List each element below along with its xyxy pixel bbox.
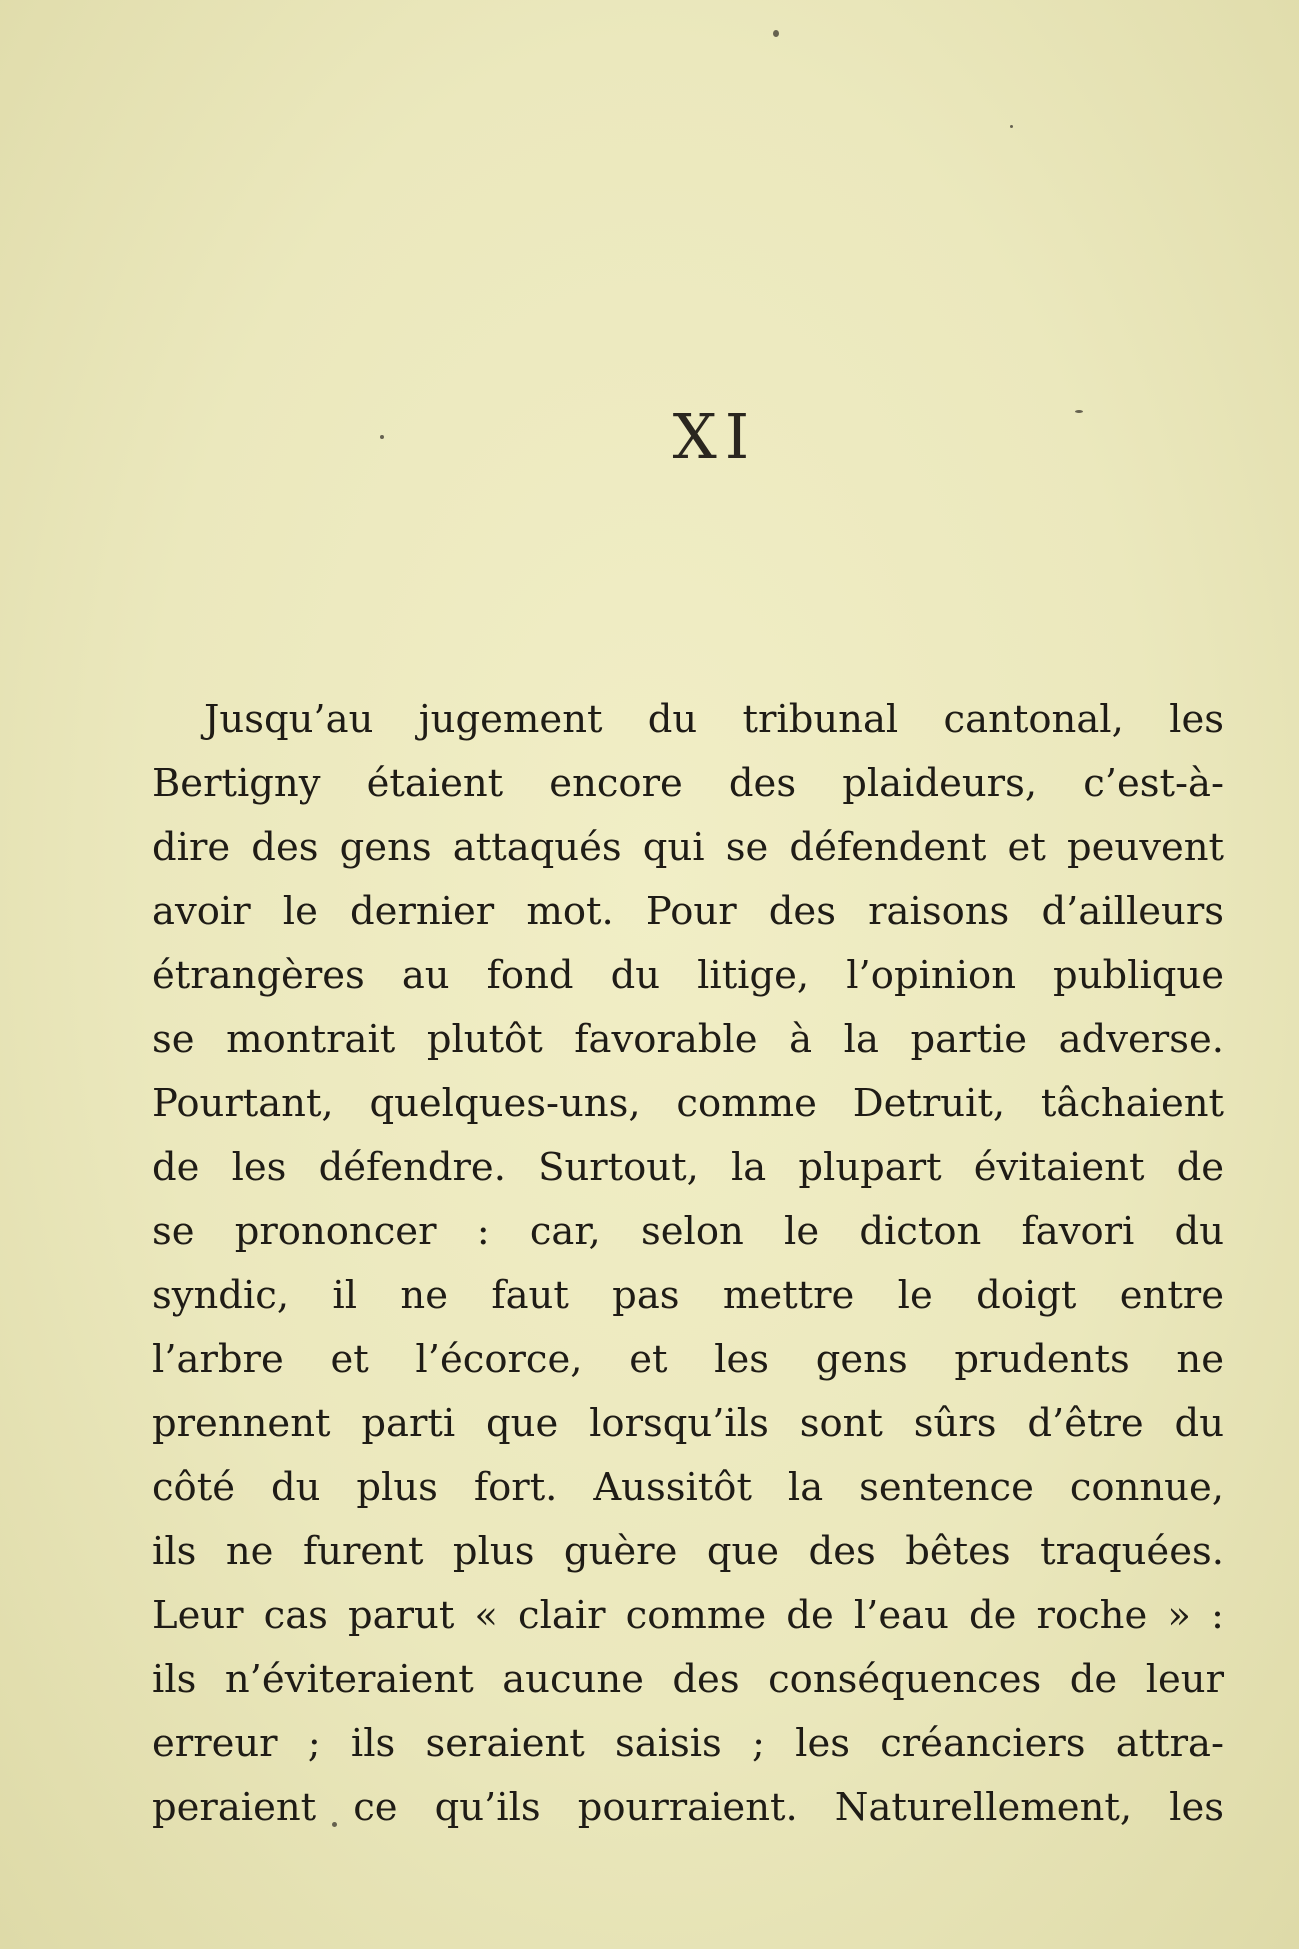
text-line: Leur cas parut « clair comme de l’eau de roche » : bbox=[152, 1593, 1224, 1638]
ink-speck bbox=[1010, 125, 1013, 128]
ink-speck bbox=[773, 30, 779, 37]
body-text bbox=[152, 688, 1224, 1840]
text-line: ils n’éviteraient aucune des conséquences de leur bbox=[152, 1657, 1224, 1702]
text-line: prennent parti que lorsqu’ils sont sûrs d’être du bbox=[152, 1401, 1224, 1446]
text-line: côté du plus fort. Aussitôt la sentence connue, bbox=[152, 1465, 1224, 1510]
text-line: dire des gens attaqués qui se défendent et peuvent bbox=[152, 825, 1224, 870]
text-line: Pourtant, quelques-uns, comme Detruit, tâchaient bbox=[152, 1081, 1224, 1126]
text-line: Bertigny étaient encore des plaideurs, c’est-à- bbox=[152, 761, 1224, 806]
text-line: se prononcer : car, selon le dicton favori du bbox=[152, 1209, 1224, 1254]
text-line: peraient ce qu’ils pourraient. Naturellement, les bbox=[152, 1785, 1224, 1830]
text-line: de les défendre. Surtout, la plupart évitaient de bbox=[152, 1145, 1224, 1190]
text-line: ils ne furent plus guère que des bêtes traquées. bbox=[152, 1529, 1224, 1574]
text-line: syndic, il ne faut pas mettre le doigt entre bbox=[152, 1273, 1224, 1318]
chapter-number: XI bbox=[672, 400, 758, 473]
text-line: se montrait plutôt favorable à la partie adverse. bbox=[152, 1017, 1224, 1062]
text-line: erreur ; ils seraient saisis ; les créanciers attra- bbox=[152, 1721, 1224, 1766]
text-line: l’arbre et l’écorce, et les gens prudents ne bbox=[152, 1337, 1224, 1382]
text-line: Jusqu’au jugement du tribunal cantonal, les bbox=[204, 697, 1224, 742]
text-line: étrangères au fond du litige, l’opinion publique bbox=[152, 953, 1224, 998]
text-line: avoir le dernier mot. Pour des raisons d’ailleurs bbox=[152, 889, 1224, 934]
